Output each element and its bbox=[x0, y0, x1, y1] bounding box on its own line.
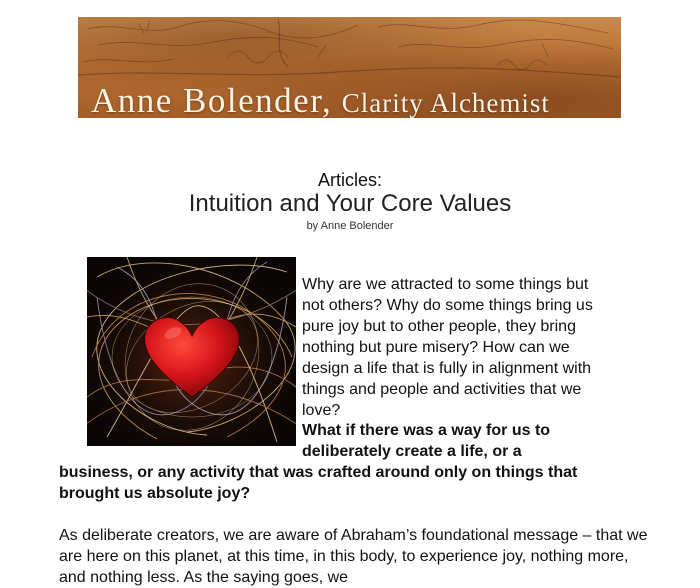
article-byline: by Anne Bolender bbox=[306, 220, 394, 232]
body-paragraph: As deliberate creators, we are aware of Abraham’s foundational message – that we are here on this planet, at this time, in this body, to experience joy, nothing more, and nothing less. As the saying goes, we bbox=[59, 527, 648, 586]
article-title: Intuition and Your Core Values bbox=[188, 190, 512, 217]
bold-question-continued: business, or any activity that was crafted around only on things that brought us absolute joy? bbox=[59, 464, 578, 502]
site-tagline: Clarity Alchemist bbox=[341, 88, 550, 118]
section-label: Articles: bbox=[317, 170, 382, 190]
intro-paragraph: Why are we attracted to some things but not others? Why do some things bring us pure joy but to other people, they bring nothing but pure misery? How can we design a life that is fully in alignment with things and people and activities that we love? bbox=[302, 276, 593, 419]
heart-illustration bbox=[87, 257, 296, 446]
header-banner bbox=[78, 17, 621, 118]
bold-question-line: What if there was a way for us to deliberately create a life, or a bbox=[302, 422, 551, 460]
author-name: Anne Bolender, bbox=[91, 81, 333, 118]
site-title bbox=[91, 81, 550, 118]
